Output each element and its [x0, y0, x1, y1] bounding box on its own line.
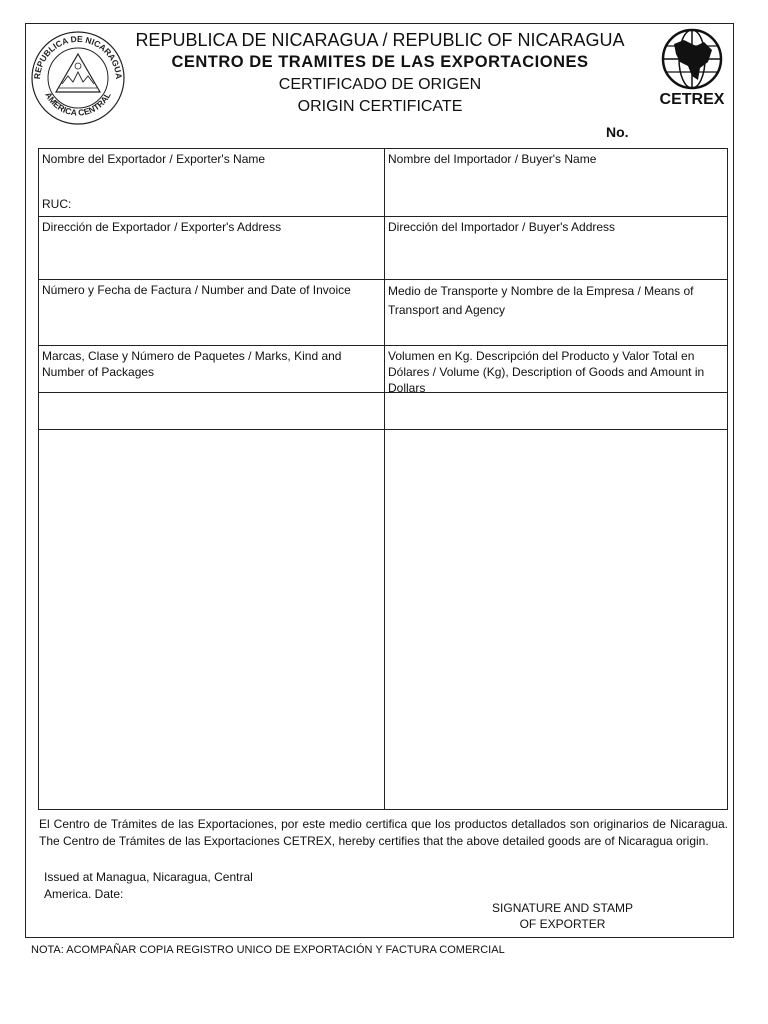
- buyer-name-label: Nombre del Importador / Buyer's Name: [388, 152, 597, 166]
- globe-icon: [654, 28, 730, 90]
- certificate-number-label: No.: [606, 124, 629, 140]
- buyer-address-label: Dirección del Importador / Buyer's Address: [388, 220, 616, 234]
- cetrex-logo-text: CETREX: [659, 91, 725, 108]
- cetrex-logo: [654, 28, 730, 112]
- signature-label-line1: SIGNATURE AND STAMP: [492, 901, 633, 915]
- nicaragua-seal-icon: [28, 26, 128, 126]
- header-title-es: CERTIFICADO DE ORIGEN: [278, 76, 482, 93]
- footer-note: NOTA: ACOMPAÑAR COPIA REGISTRO UNICO DE EXPORTACIÓN Y FACTURA COMERCIAL: [31, 944, 505, 956]
- exporter-address-field[interactable]: [38, 217, 384, 280]
- exporter-name-label: Nombre del Exportador / Exporter's Name: [42, 152, 266, 166]
- transport-label: Medio de Transporte y Nombre de la Empresa / Means of Transport and Agency: [388, 284, 694, 317]
- issued-at-date: Issued at Managua, Nicaragua, Central America. Date:: [44, 870, 253, 901]
- marks-packages-details[interactable]: [38, 430, 384, 810]
- volume-description-entry[interactable]: [384, 393, 728, 430]
- header-agency: CENTRO DE TRAMITES DE LAS EXPORTACIONES: [171, 53, 589, 71]
- header-title-en: ORIGIN CERTIFICATE: [297, 98, 463, 115]
- marks-packages-header: [38, 346, 384, 393]
- invoice-label: Número y Fecha de Factura / Number and Date of Invoice: [42, 283, 351, 297]
- transport-field[interactable]: [384, 280, 728, 346]
- goods-description-details[interactable]: [384, 430, 728, 810]
- svg-text:AMERICA CENTRAL: AMERICA CENTRAL: [43, 90, 113, 118]
- marks-packages-label: Marcas, Clase y Número de Paquetes / Marks, Kind and Number of Packages: [42, 349, 342, 379]
- ruc-label: RUC:: [42, 197, 72, 211]
- volume-description-label: Volumen en Kg. Descripción del Producto y Valor Total en Dólares / Volume (Kg), Description of Goods and Amount in Dollars: [388, 349, 705, 395]
- header-country: REPUBLICA DE NICARAGUA / REPUBLIC OF NICARAGUA: [135, 30, 625, 50]
- buyer-address-field[interactable]: [384, 217, 728, 280]
- exporter-name-field[interactable]: [38, 148, 384, 217]
- marks-packages-entry[interactable]: [38, 393, 384, 430]
- volume-description-header: [384, 346, 728, 393]
- signature-stamp-area[interactable]: [470, 900, 655, 932]
- invoice-field[interactable]: [38, 280, 384, 346]
- certification-statement: El Centro de Trámites de las Exportaciones, por este medio certifica que los productos detallados son originarios de Nicaragua. The Centro de Trámites de las Exportaciones CETREX, hereby certifies that the above detailed goods are of Nicaragua origin.: [39, 817, 728, 848]
- exporter-address-label: Dirección de Exportador / Exporter's Address: [42, 220, 282, 234]
- svg-text:REPUBLICA DE NICARAGUA: REPUBLICA DE NICARAGUA: [31, 33, 125, 80]
- buyer-name-field[interactable]: [384, 148, 728, 217]
- signature-label-line2: OF EXPORTER: [519, 917, 606, 931]
